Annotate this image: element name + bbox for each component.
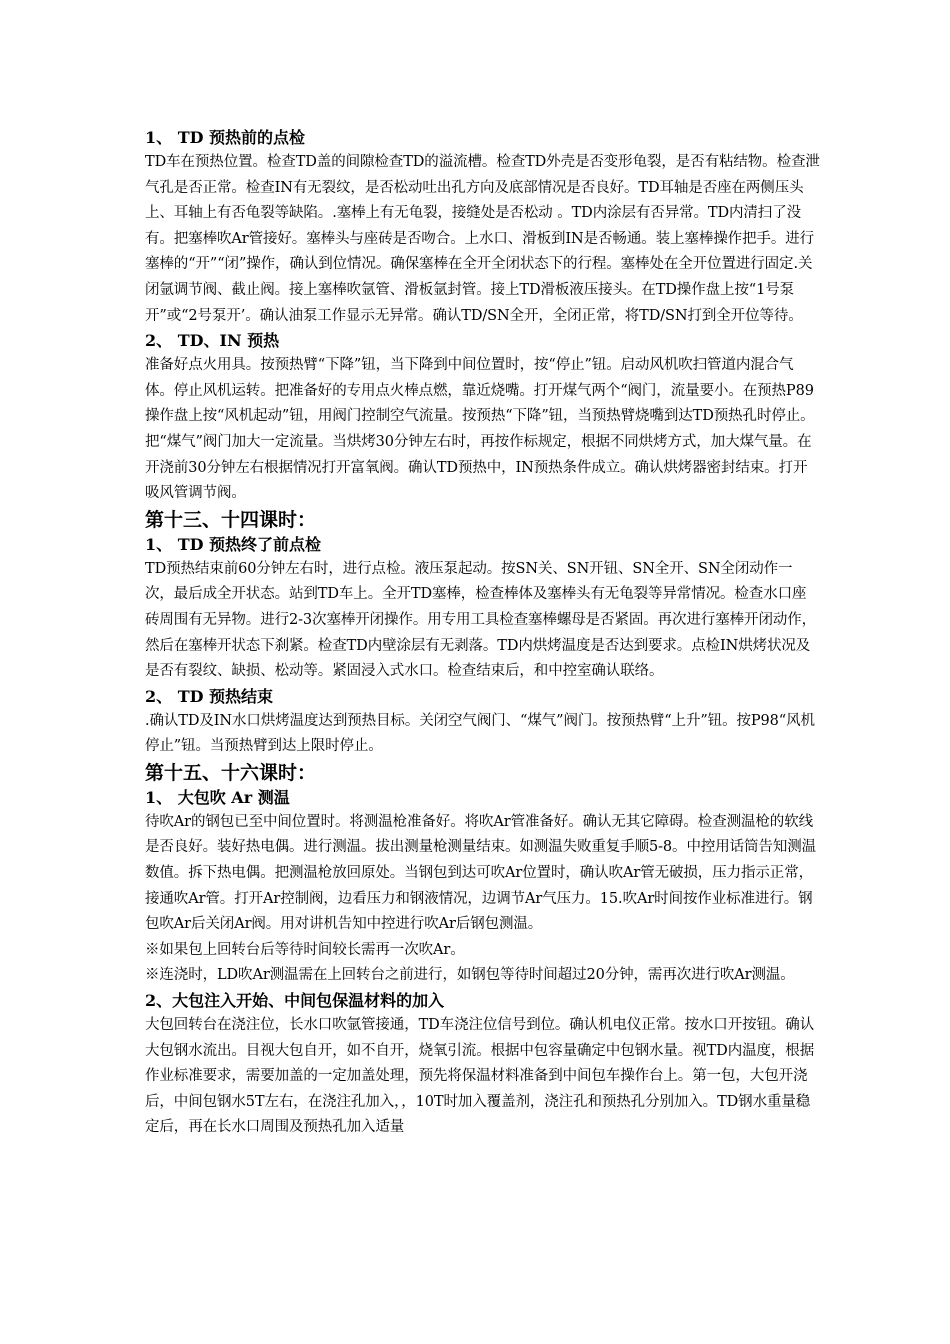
paragraph: 大包回转台在浇注位，长水口吹氩管接通，TD车浇注位信号到位。确认机电仪正常。按水口开按钮。确认大包钢水流出。目视大包自开，如不自开，烧氧引流。根据中包容量确定中包钢水量。视TD内温度，根据作业标准要求，需要加盖的一定加盖处理，预先将保温材料准备到中间包车操作台上。第一包，大包开浇后，中间包钢水5T左右，在浇注孔加入，，10T时加入覆盖剂，浇注孔和预热孔分别加入。TD钢水重量稳定后，再在长水口周围及预热孔加入适量 — [145, 1017, 815, 1136]
paragraph: TD预热结束前60分钟左右时，进行点检。液压泵起动。按SN关、SN开钮、SN全开、SN全闭动作一次，最后成全开状态。站到TD车上。全开TD塞棒，检查棒体及塞棒头有无龟裂等异常情况。检查水口座砖周围有无异物。进行2-3次塞棒开闭操作。用专用工具检查塞棒螺母是否紧固。再次进行塞棒开闭动作，然后在塞棒开状态下刹紧。检查TD内壁涂层有无剥落。TD内烘烤温度是否达到要求。点检IN烘烤状况及是否有裂纹、缺损、松动等。紧固浸入式水口。检查结束后，和中控室确认联络。 — [145, 560, 817, 680]
section-heading: 1、 TD 预热终了前点检 — [145, 534, 322, 554]
paragraph: 待吹Ar的钢包已至中间位置时。将测温枪准备好。将吹Ar管准备好。确认无其它障碍。检查测温枪的软线是否良好。装好热电偶。进行测温。拔出测量枪测量结束。如测温失败重复手顺5-8。中控用话筒告知测温数值。拆下热电偶。把测温枪放回原处。当钢包到达可吹Ar位置时，确认吹Ar管无破损，压力指示正常，接通吹Ar管。打开Ar控制阀，边看压力和钢液情况，边调节Ar气压力。15.吹Ar时间按作业标准进行。钢包吹Ar后关闭Ar阀。用对讲机告知中控进行吹Ar后钢包测温。 — [145, 813, 817, 933]
note-paragraph: ※如果包上回转台后等待时间较长需再一次吹Ar。 — [145, 941, 465, 958]
paragraph: 准备好点火用具。按预热臂“下降”钮，当下降到中间位置时，按“停止”钮。启动风机吹扫管道内混合气体。停止风机运转。把准备好的专用点火棒点燃，靠近烧嘴。打开煤气两个“阀门，流量要小。在预热P89操作盘上按“风机起动”钮，用阀门控制空气流量。按预热“下降”钮，当预热臂烧嘴到达TD预热孔时停止。把“煤气”阀门加大一定流量。当烘烤30分钟左右时，再按作标规定，根据不同烘烤方式，加大煤气量。在开浇前30分钟左右根据情况打开富氧阀。确认TD预热中，IN预热条件成立。确认烘烤器密封结束。打开吸风管调节阀。 — [145, 357, 815, 502]
paragraph: .确认TD及IN水口烘烤温度达到预热目标。关闭空气阀门、“煤气”阀门。按预热臂“上升”钮。按P98“风机停止”钮。当预热臂到达上限时停止。 — [145, 712, 815, 755]
section-heading: 2、 TD、IN 预热 — [145, 331, 280, 351]
note-paragraph: ※连浇时，LD吹Ar测温需在上回转台之前进行，如钢包等待时间超过20分钟，需再次进行吹Ar测温。 — [145, 967, 795, 984]
lesson-heading: 第十五、十六课时： — [145, 761, 317, 784]
lesson-heading: 第十三、十四课时： — [145, 508, 317, 531]
section-heading: 2、大包注入开始、中间包保温材料的加入 — [145, 991, 445, 1011]
section-heading: 1、 大包吹 Ar 测温 — [145, 787, 290, 807]
document-body — [145, 126, 820, 1141]
paragraph: TD车在预热位置。检查TD盖的间隙检查TD的溢流槽。检查TD外壳是否变形龟裂，是否有粘结物。检查泄气孔是否正常。检查IN有无裂纹，是否松动吐出孔方向及底部情况是否良好。TD耳轴是否座在两侧压头上、耳轴上有否龟裂等缺陷。.塞棒上有无龟裂，接缝处是否松动 。TD内涂层有否异常。TD内清扫了没有。把塞棒吹Ar管接好。塞棒头与座砖是否吻合。上水口、滑板到IN是否畅通。装上塞棒操作把手。进行塞棒的“开”“闭”操作，确认到位情况。确保塞棒在全开全闭状态下的行程。塞棒处在全开位置进行固定.关闭氩调节阀、截止阀。接上塞棒吹氩管、滑板氩封管。接上TD滑板液压接头。在TD操作盘上按“1号泵开”或“2号泵开’。确认油泵工作显示无异常。确认TD/SN全开，全闭正常，将TD/SN打到全开位等待。 — [145, 154, 820, 324]
section-heading: 1、 TD 预热前的点检 — [145, 128, 306, 147]
section-heading: 2、 TD 预热结束 — [145, 686, 274, 706]
